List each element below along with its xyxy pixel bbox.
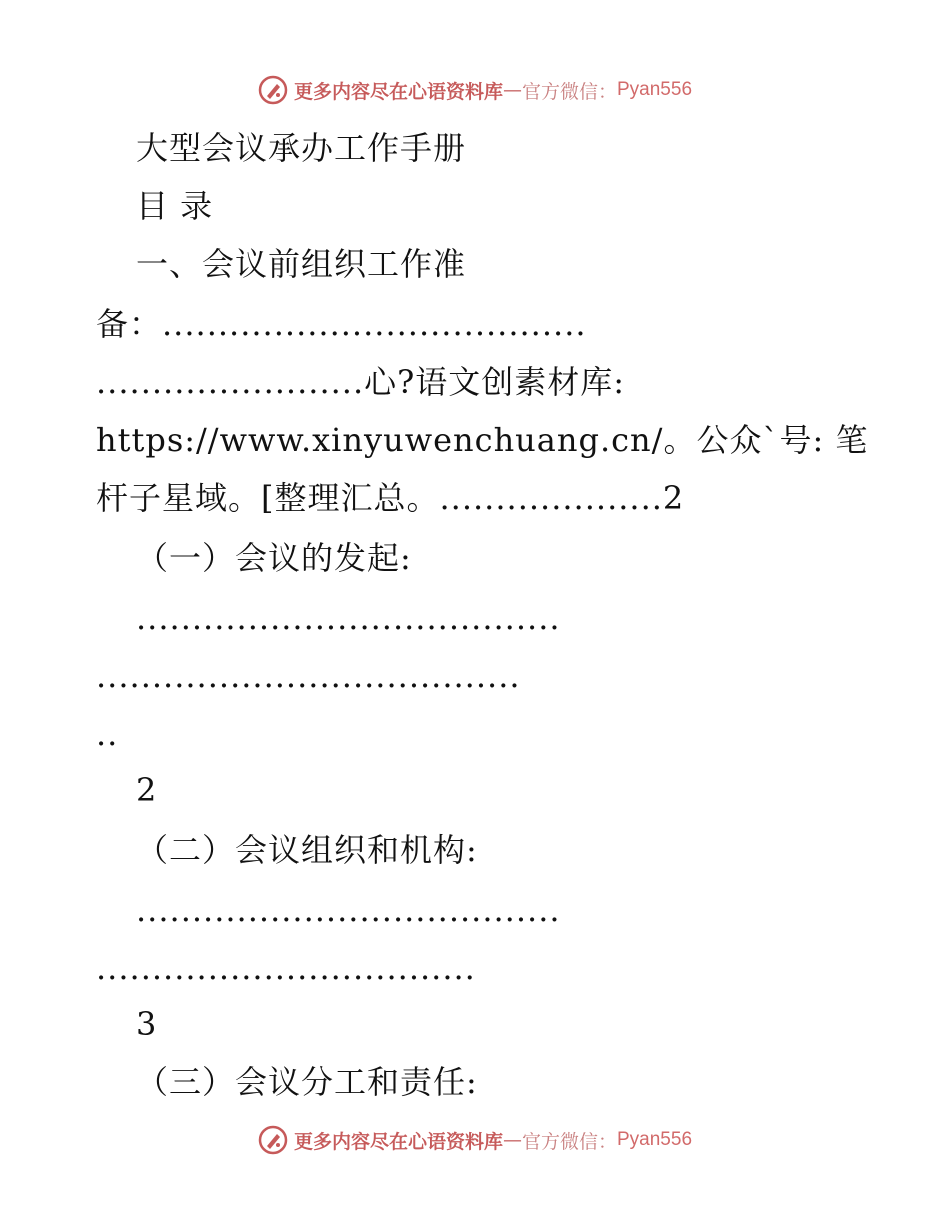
toc-item-1-leader-3: .. (96, 715, 119, 753)
toc-item-3-title: （三）会议分工和责任: (136, 1063, 478, 1101)
banner-text-secondary: 官方微信： (521, 80, 617, 103)
toc-section-1-title: 一、会议前组织工作准 (136, 245, 467, 283)
watermark-banner-bottom (0, 1120, 950, 1160)
document-title: 大型会议承办工作手册 (136, 129, 467, 167)
toc-item-2-leader-1: ...................................... (136, 891, 561, 929)
banner-text-primary: 更多内容尽在心语资料库 (293, 1130, 503, 1153)
banner-dash: — (502, 1129, 522, 1151)
pen-nib-seal-icon (258, 1125, 288, 1155)
toc-heading: 目 录 (136, 187, 214, 225)
toc-item-1-leader-1: ...................................... (136, 599, 561, 637)
toc-section-1-leader: 备：...................................... (96, 305, 587, 343)
toc-item-1-page-number: 2 (136, 771, 158, 809)
banner-dash: — (502, 79, 522, 101)
banner-text-primary: 更多内容尽在心语资料库 (293, 80, 503, 103)
toc-section-1-page-line: 杆子星域。[整理汇总。....................2 (96, 479, 685, 517)
toc-item-1-leader-2: ...................................... (96, 657, 521, 695)
toc-item-2-title: （二）会议组织和机构: (136, 831, 478, 869)
pen-nib-seal-icon (258, 75, 288, 105)
banner-wechat-id: Pyan556 (617, 79, 693, 100)
banner-text-secondary: 官方微信： (521, 1130, 617, 1153)
toc-section-1-inline-note: ........................心?语文创素材库: (96, 363, 626, 401)
watermark-banner-top (0, 70, 950, 110)
toc-item-2-leader-2: .................................. (96, 949, 476, 987)
toc-item-2-page-number: 3 (136, 1005, 158, 1043)
toc-item-1-title: （一）会议的发起: (136, 539, 412, 577)
toc-section-1-url-line: https://www.xinyuwenchuang.cn/。公众`号: 笔 (96, 421, 869, 459)
banner-wechat-id: Pyan556 (617, 1129, 693, 1150)
